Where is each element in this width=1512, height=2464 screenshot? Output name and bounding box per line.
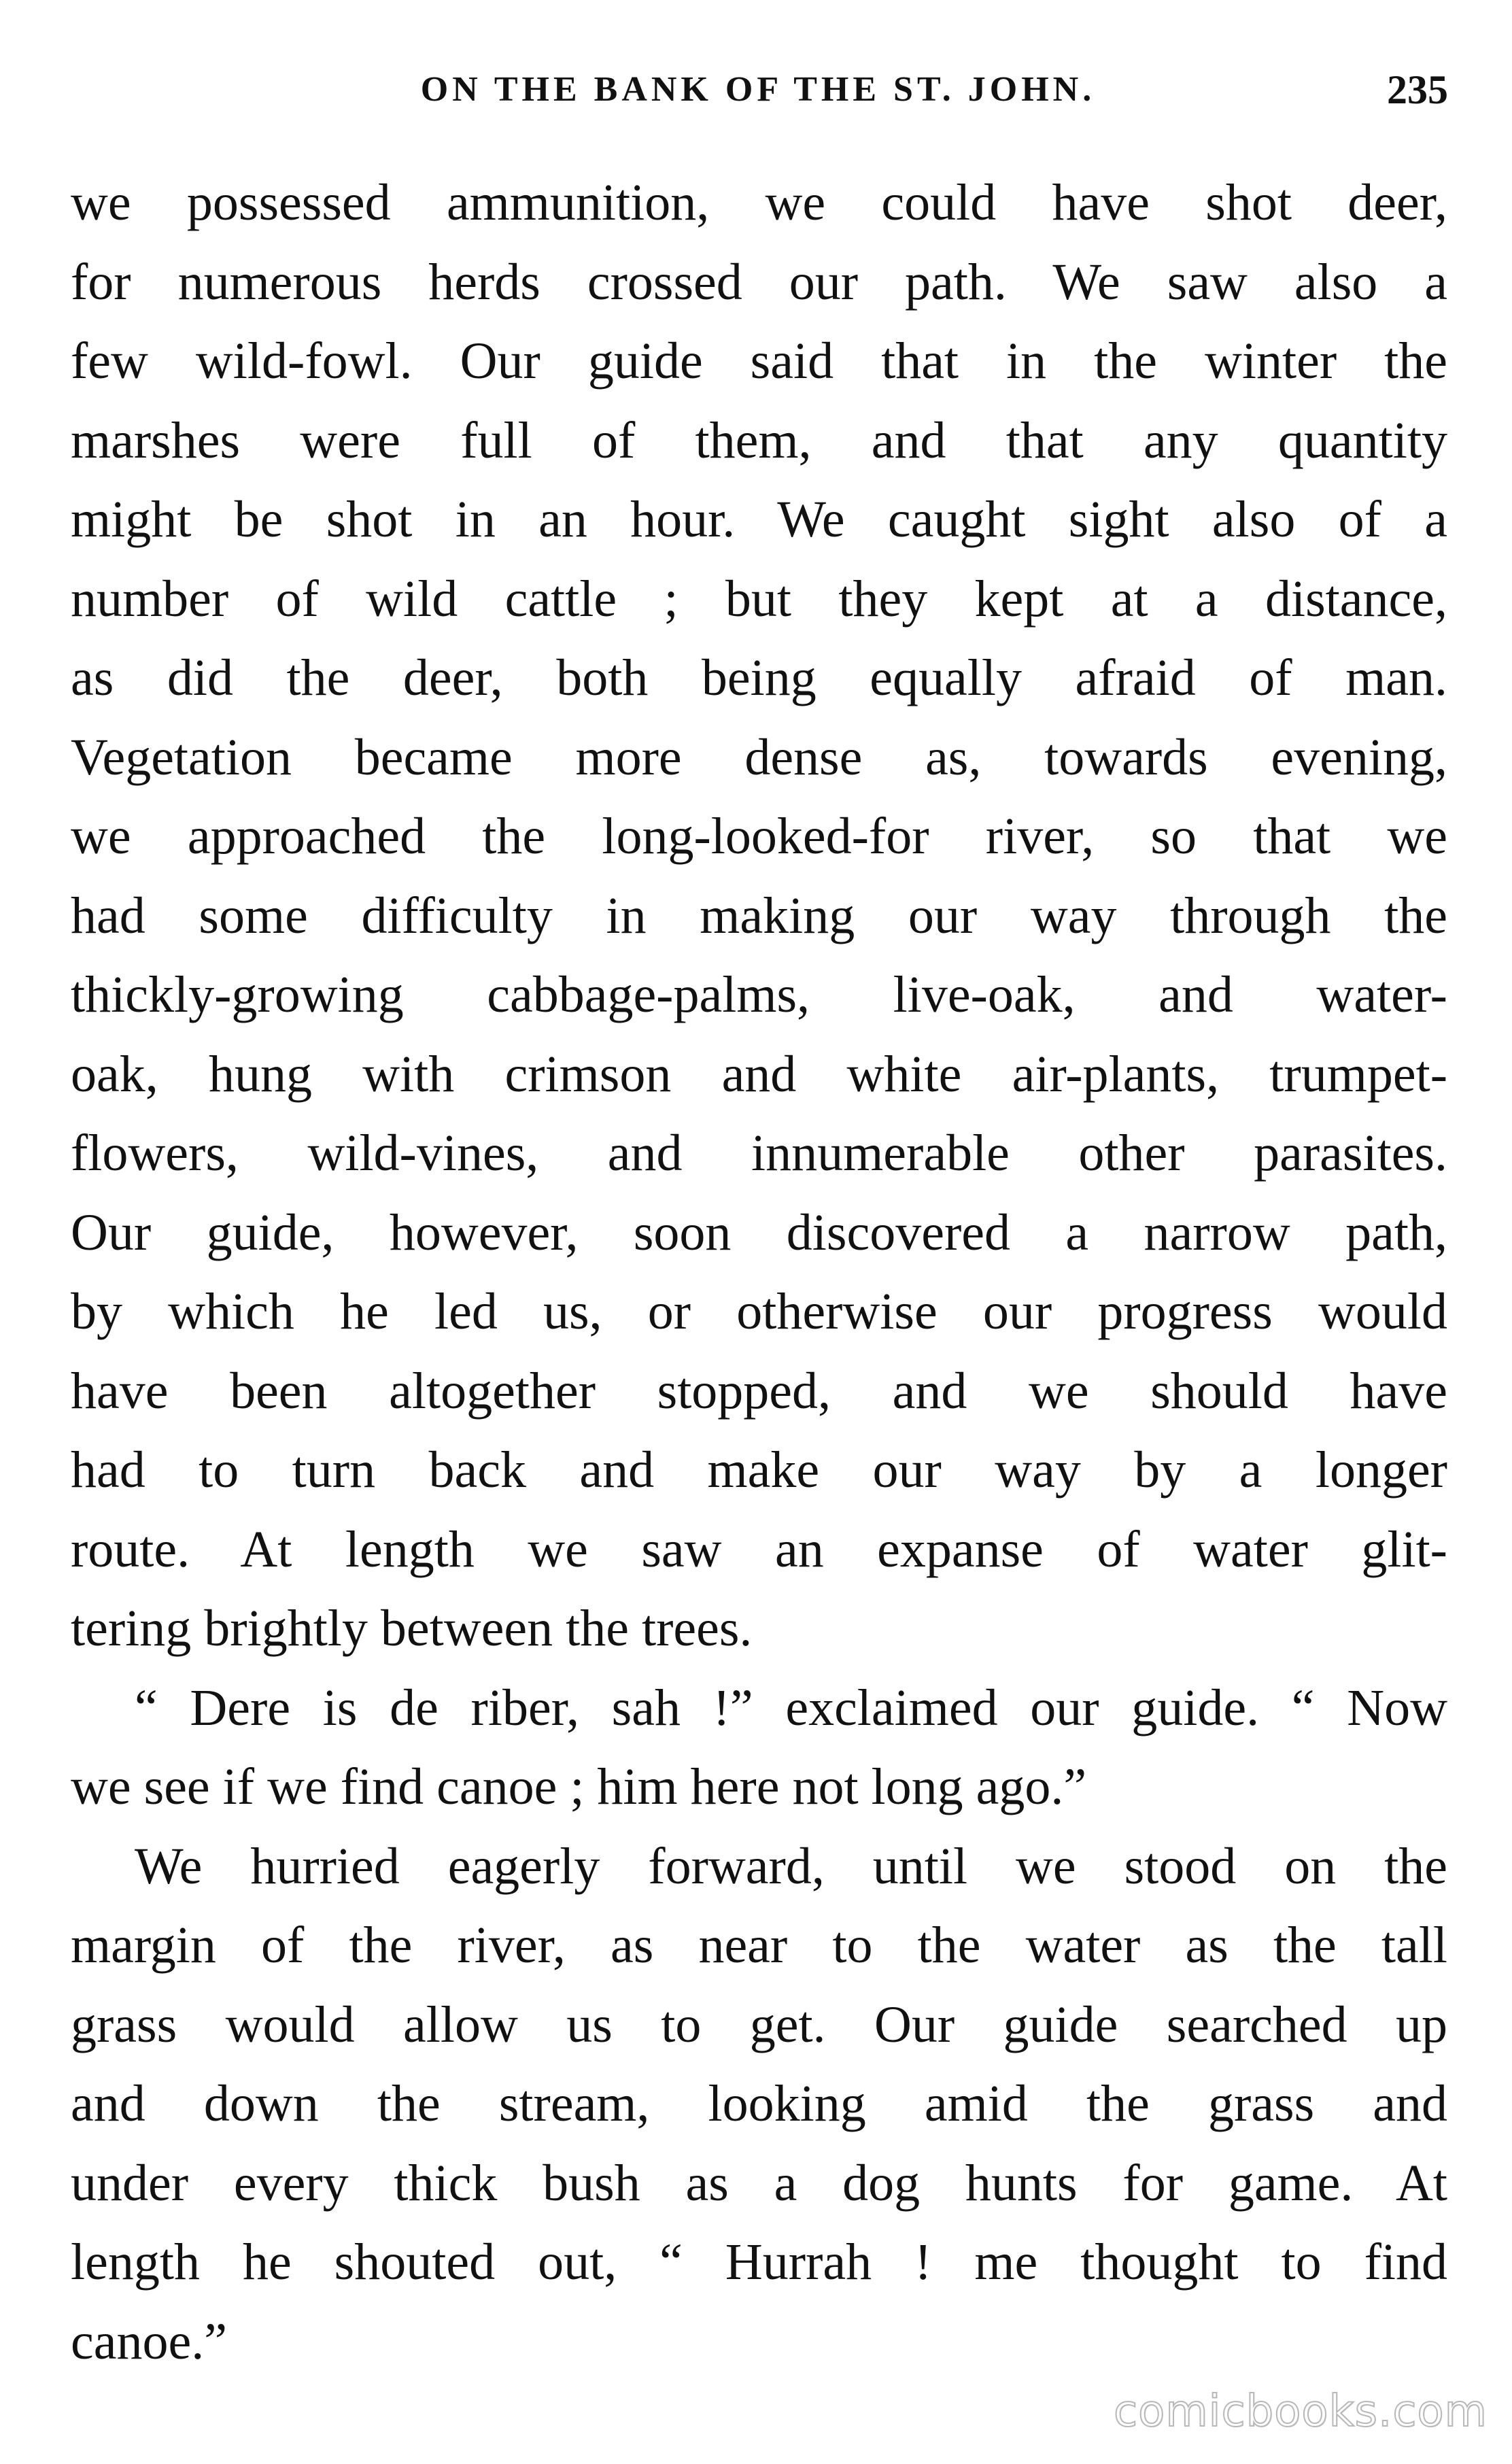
text-line: and down the stream, looking amid the grass and	[71, 2075, 1447, 2132]
text-line: we possessed ammunition, we could have shot deer,	[71, 174, 1447, 231]
text-line: we approached the long-looked-for river, so that we	[71, 808, 1447, 865]
text-line: Vegetation became more dense as, towards evening,	[71, 728, 1447, 786]
text-line: for numerous herds crossed our path. We saw also a	[71, 253, 1447, 311]
text-line: thickly-growing cabbage-palms, live-oak, and water-	[71, 966, 1447, 1023]
text-line: Our guide, however, soon discovered a narrow path,	[71, 1203, 1447, 1261]
text-line: “ Dere is de riber, sah !” exclaimed our guide. “ Now	[135, 1679, 1447, 1736]
text-line: grass would allow us to get. Our guide searched up	[71, 1996, 1447, 2053]
page-number: 235	[1387, 67, 1448, 112]
text-line: length he shouted out, “ Hurrah ! me thought to find	[71, 2234, 1447, 2291]
text-line: flowers, wild-vines, and innumerable other parasites.	[71, 1125, 1447, 1182]
text-line: We hurried eagerly forward, until we stood on the	[135, 1837, 1447, 1895]
paragraph-1	[71, 163, 1447, 1669]
text-line: number of wild cattle ; but they kept at a distance,	[71, 570, 1447, 628]
text-line: have been altogether stopped, and we should have	[71, 1362, 1447, 1420]
text-line: route. At length we saw an expanse of water glit-	[71, 1520, 1447, 1578]
text-line: as did the deer, both being equally afraid of man.	[71, 649, 1447, 706]
text-line: marshes were full of them, and that any quantity	[71, 411, 1447, 469]
paragraph-2	[71, 1669, 1447, 1827]
text-line: few wild-fowl. Our guide said that in the winter the	[71, 332, 1447, 390]
text-line: might be shot in an hour. We caught sight also of a	[71, 491, 1447, 548]
text-line: had to turn back and make our way by a longer	[71, 1441, 1447, 1499]
text-line: we see if we find canoe ; him here not long ago.”	[71, 1758, 1087, 1815]
text-line: canoe.”	[71, 2312, 227, 2370]
watermark-logo: comicbooks.com	[1113, 2386, 1488, 2437]
text-line: margin of the river, as near to the water as the tall	[71, 1917, 1447, 1974]
text-line: had some difficulty in making our way through the	[71, 887, 1447, 944]
body-text	[71, 163, 1447, 2381]
running-header	[68, 63, 1448, 117]
running-title: ON THE BANK OF THE ST. JOHN.	[420, 70, 1096, 109]
text-line: oak, hung with crimson and white air-plants, trumpet-	[71, 1045, 1447, 1103]
text-line: tering brightly between the trees.	[71, 1600, 753, 1657]
paragraph-3	[71, 1827, 1447, 2382]
text-line: by which he led us, or otherwise our progress would	[71, 1283, 1447, 1340]
text-line: under every thick bush as a dog hunts for game. At	[71, 2154, 1447, 2212]
